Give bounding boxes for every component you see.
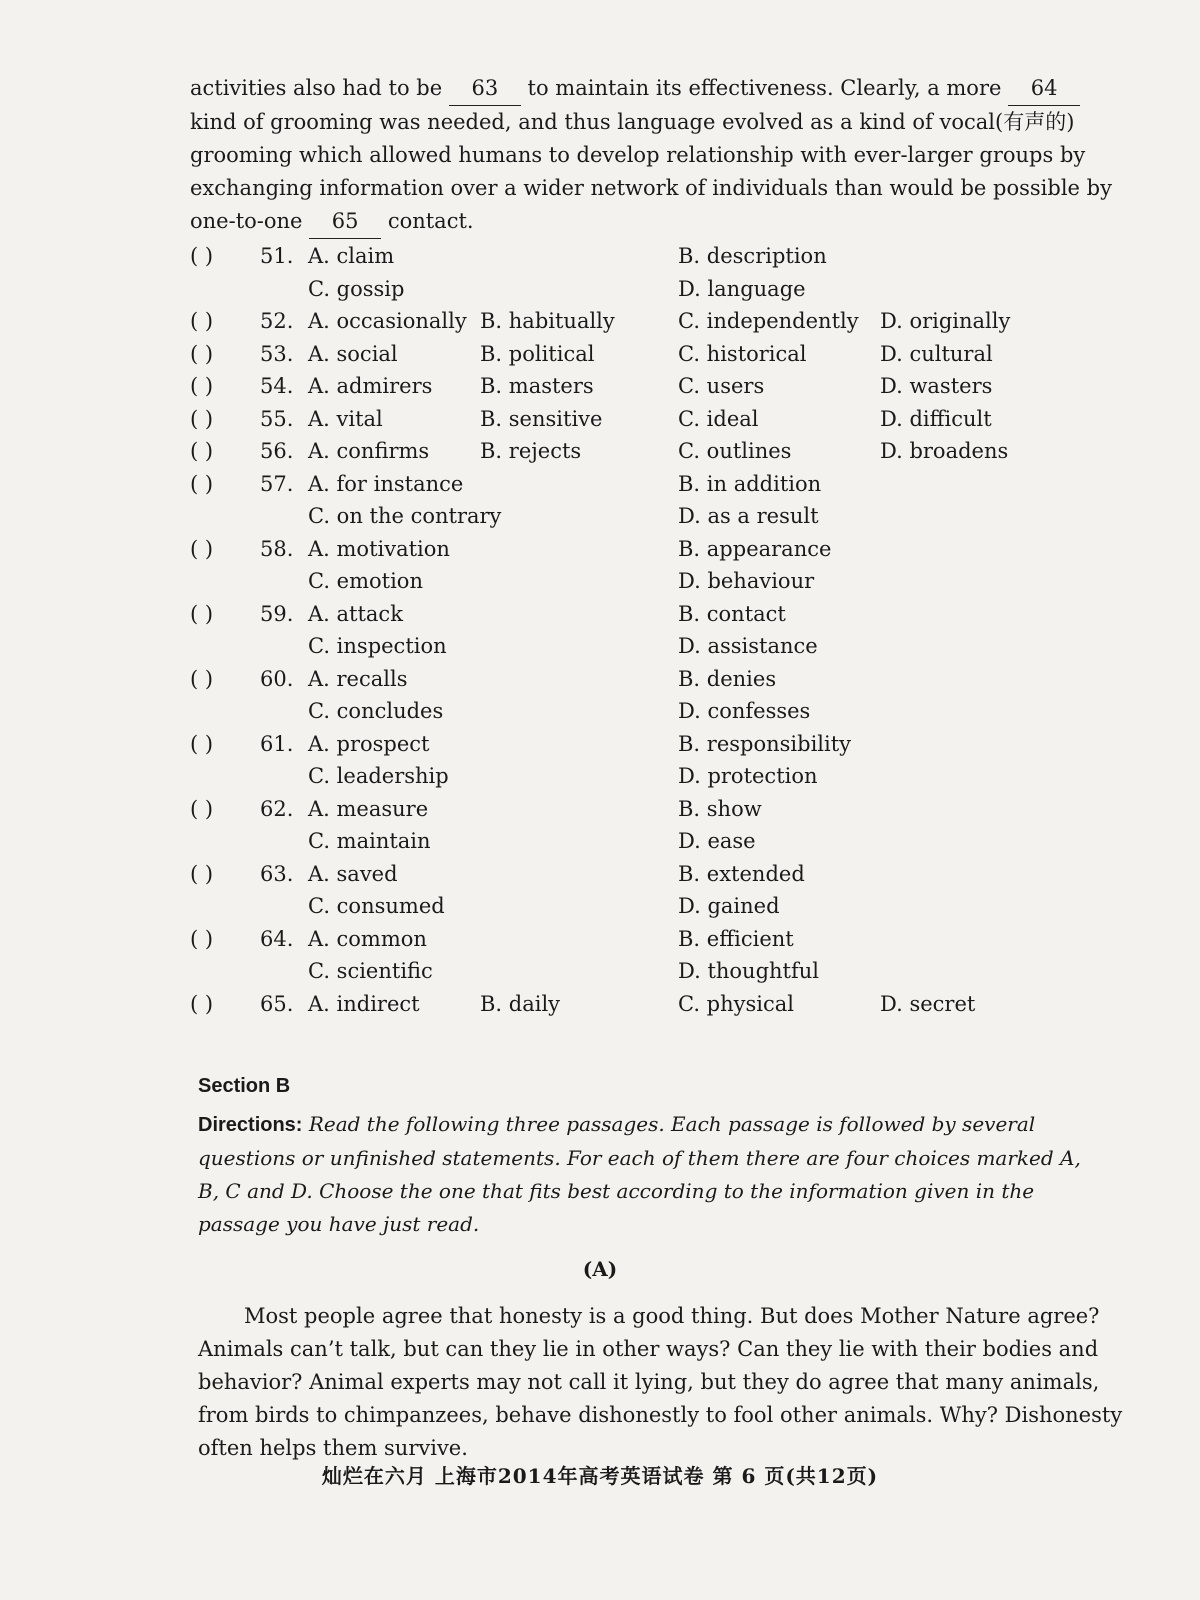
option-b: B. efficient [678,926,794,951]
passage-line: behavior? Animal experts may not call it lying, but they do agree that many animals, [198,1370,1100,1394]
answer-paren: ( ) [190,244,214,268]
question-row [190,858,1090,890]
answer-paren: ( ) [190,601,214,626]
passage-title: (A) [582,1257,618,1281]
option-a: A. prospect [308,731,430,756]
option-b: B. description [678,244,827,268]
question-number: 62. [260,796,294,821]
question-row [190,923,1090,955]
answer-paren: ( ) [190,926,214,951]
option-c: C. on the contrary [308,504,502,528]
answer-paren: ( ) [190,861,214,886]
option-a: A. indirect [308,991,420,1016]
option-c: C. independently [678,309,859,333]
option-b: B. sensitive [480,406,603,431]
question-row [190,305,1090,337]
answer-paren: ( ) [190,309,214,333]
option-d: D. cultural [880,341,993,366]
question-row [190,338,1090,370]
question-number: 55. [260,406,294,431]
question-row [190,468,1090,500]
option-c: C. emotion [308,569,423,593]
question-number: 64. [260,926,294,951]
option-b: B. responsibility [678,731,852,756]
question-number: 56. [260,439,294,463]
option-d: D. confesses [678,699,811,723]
answer-paren: ( ) [190,439,214,463]
option-b: B. appearance [678,536,832,561]
question-number: 59. [260,601,294,626]
question-number: 60. [260,666,294,691]
question-row [190,435,1090,467]
option-d: D. language [678,276,806,301]
question-row-continued [190,630,1090,662]
option-d: D. gained [678,894,780,918]
option-c: C. maintain [308,829,431,853]
question-number: 57. [260,471,294,496]
directions-label: Directions: [198,1114,303,1136]
blank-65: 65 [309,205,381,239]
option-a: A. attack [308,601,403,626]
option-c: C. scientific [308,959,433,983]
passage-line: kind of grooming was needed, and thus language evolved as a kind of vocal(有声的) [190,110,1075,134]
option-c: C. ideal [678,406,759,431]
blank-63: 63 [449,72,521,106]
answer-paren: ( ) [190,731,214,756]
directions-text: B, C and D. Choose the one that fits best according to the information given in the [198,1179,1035,1203]
passage-line: from birds to chimpanzees, behave dishonestly to fool other animals. Why? Dishonesty [198,1403,1123,1427]
question-row [190,240,1090,272]
option-c: C. concludes [308,699,444,723]
option-c: C. inspection [308,634,447,658]
option-c: C. historical [678,341,807,366]
question-row [190,663,1090,695]
option-a: A. admirers [308,374,433,398]
question-row [190,728,1090,760]
option-d: D. originally [880,309,1011,333]
question-row-continued [190,760,1090,792]
passage-line: exchanging information over a wider network of individuals than would be possible by [190,176,1112,200]
option-c: C. leadership [308,764,449,788]
option-d: D. ease [678,829,756,853]
answer-paren: ( ) [190,991,214,1016]
cloze-passage-end [190,72,1112,239]
option-b: B. contact [678,601,786,626]
question-row [190,793,1090,825]
option-a: A. for instance [308,471,464,496]
question-row-continued [190,565,1090,597]
question-row-continued [190,825,1090,857]
option-a: A. measure [308,796,429,821]
option-d: D. as a result [678,504,819,528]
option-d: D. assistance [678,634,818,658]
passage-a [198,1300,1123,1465]
option-b: B. daily [480,991,561,1016]
option-d: D. thoughtful [678,959,819,983]
option-c: C. users [678,374,765,398]
directions-text: questions or unfinished statements. For each of them there are four choices marked A, [198,1146,1081,1170]
question-number: 63. [260,861,294,886]
option-b: B. show [678,796,762,821]
question-number: 61. [260,731,294,756]
blank-64: 64 [1008,72,1080,106]
option-b: B. extended [678,861,805,886]
passage-line: grooming which allowed humans to develop relationship with ever-larger groups by [190,143,1086,167]
question-row [190,533,1090,565]
option-a: A. claim [308,244,395,268]
question-row [190,403,1090,435]
directions-text: passage you have just read. [198,1212,480,1236]
option-b: B. political [480,341,595,366]
question-row-continued [190,695,1090,727]
question-row-continued [190,955,1090,987]
option-d: D. secret [880,991,976,1016]
question-row [190,370,1090,402]
section-title: Section B [198,1075,291,1097]
option-c: C. physical [678,991,794,1016]
option-b: B. habitually [480,309,615,333]
question-row-continued [190,890,1090,922]
option-c: C. outlines [678,439,792,463]
option-b: B. masters [480,374,594,398]
passage-line: one-to-one 65 contact. [190,205,1090,239]
option-a: A. social [308,341,398,366]
passage-line: activities also had to be 63 to maintain its effectiveness. Clearly, a more 64 [190,72,1090,106]
question-row [190,598,1090,630]
question-number: 65. [260,991,294,1016]
option-b: B. in addition [678,471,822,496]
question-number: 53. [260,341,294,366]
option-a: A. common [308,926,427,951]
option-d: D. broadens [880,439,1009,463]
question-row-continued [190,273,1090,305]
answer-paren: ( ) [190,536,214,561]
option-a: A. confirms [308,439,430,463]
option-d: D. protection [678,764,818,788]
question-number: 58. [260,536,294,561]
question-number: 52. [260,309,294,333]
passage-line: Animals can’t talk, but can they lie in other ways? Can they lie with their bodies and [198,1337,1099,1361]
option-a: A. recalls [308,666,408,691]
option-d: D. difficult [880,406,992,431]
option-c: C. gossip [308,276,405,301]
answer-paren: ( ) [190,341,214,366]
option-a: A. motivation [308,536,450,561]
option-d: D. wasters [880,374,993,398]
answer-paren: ( ) [190,796,214,821]
option-a: A. vital [308,406,383,431]
option-d: D. behaviour [678,569,815,593]
answer-paren: ( ) [190,666,214,691]
passage-line: Most people agree that honesty is a good thing. But does Mother Nature agree? [244,1304,1100,1328]
directions-text: Read the following three passages. Each passage is followed by several [308,1112,1036,1136]
answer-paren: ( ) [190,374,214,398]
directions [198,1108,1090,1241]
passage-line: often helps them survive. [198,1436,468,1460]
question-row-continued [190,500,1090,532]
page-footer: 灿烂在六月 上海市2014年高考英语试卷 第 6 页(共12页) [321,1464,879,1488]
question-row [190,988,1090,1020]
option-a: A. saved [308,861,398,886]
question-number: 54. [260,374,294,398]
option-b: B. denies [678,666,777,691]
answer-paren: ( ) [190,471,214,496]
question-number: 51. [260,244,294,268]
option-c: C. consumed [308,894,445,918]
option-b: B. rejects [480,439,582,463]
answer-paren: ( ) [190,406,214,431]
option-a: A. occasionally [308,309,467,333]
